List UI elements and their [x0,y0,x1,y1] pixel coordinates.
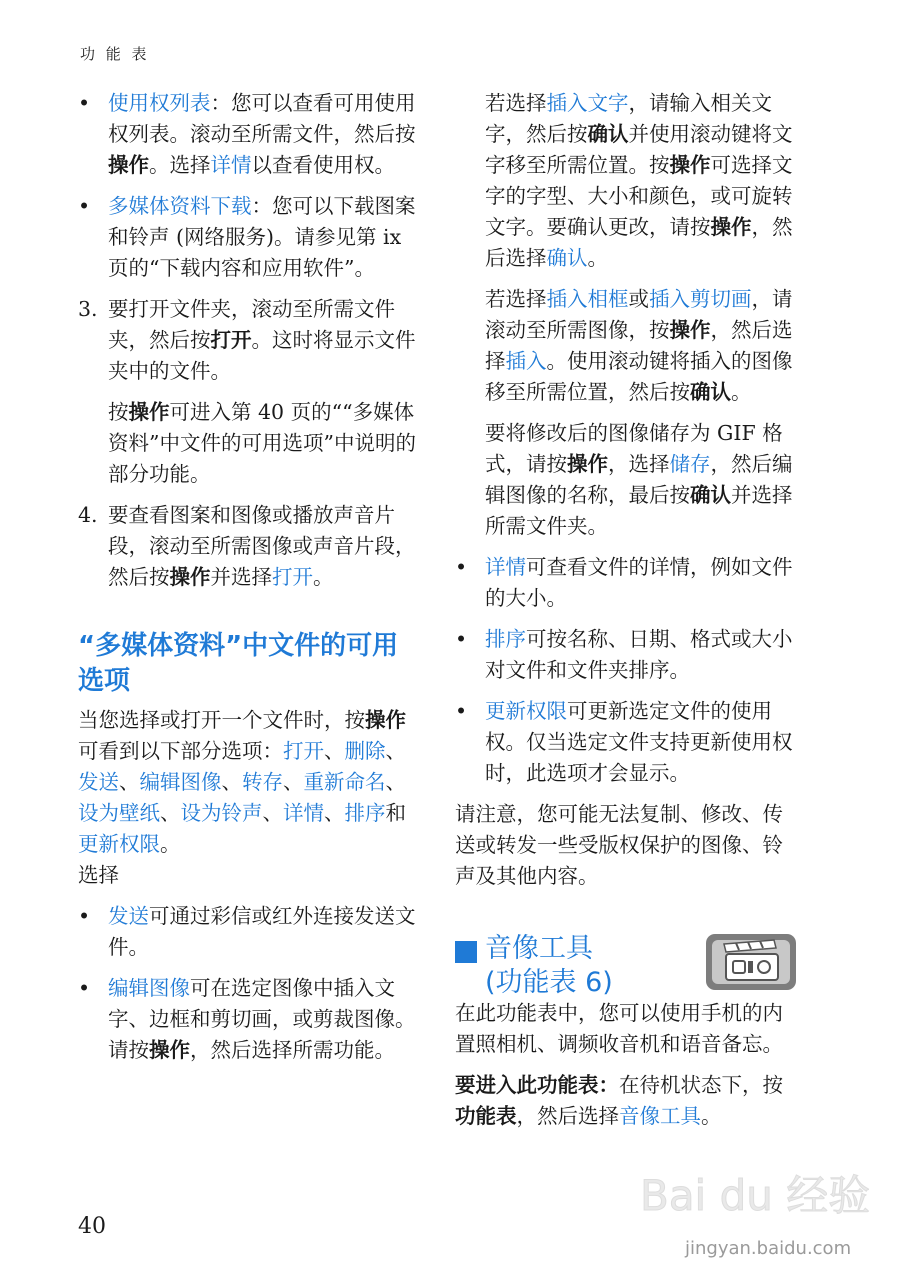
media-tools-intro: 在此功能表中，您可以使用手机的内置照相机、调频收音机和语音备忘。 [455,1001,783,1056]
link-send[interactable]: 发送 [108,904,149,928]
heading-square-icon [455,941,477,963]
link-media-tools[interactable]: 音像工具 [619,1104,701,1128]
list-item: • 编辑图像可在选定图像中插入文字、边框和剪切画，或剪裁图像。请按操作，然后选择所需功能。 [78,976,416,1062]
link-insert[interactable]: 插入 [505,349,547,373]
copyright-note: 请注意，您可能无法复制、修改、传送或转发一些受版权保护的图像、铃声及其他内容。 [455,802,783,888]
right-column [455,88,800,1142]
step-3-note: 按操作可进入第 40 页的““多媒体资料”中文件的可用选项”中说明的部分功能。 [108,400,416,486]
media-tools-title: 音像工具 [485,933,593,964]
link-open[interactable]: 打开 [272,565,313,589]
option-update-rights[interactable]: 更新权限 [78,832,160,856]
option-delete[interactable]: 删除 [344,739,386,763]
save-gif-paragraph: 要将修改后的图像储存为 GIF 格式，请按操作，选择储存，然后编辑图像的名称，最后按确认并选择所需文件夹。 [485,421,793,538]
link-confirm[interactable]: 确认 [546,246,588,270]
option-edit-image[interactable]: 编辑图像 [139,770,222,794]
option-details[interactable]: 详情 [283,801,324,825]
link-insert-frame[interactable]: 插入相框 [546,287,629,311]
link-update-rights[interactable]: 更新权限 [485,699,567,723]
option-open[interactable]: 打开 [283,739,324,763]
options-intro: 当您选择或打开一个文件时，按操作可看到以下部分选项：打开、删除、发送、编辑图像、转存、重新命名、设为壁纸、设为铃声、详情、排序和更新权限。 选择 [78,708,406,887]
link-details[interactable]: 详情 [210,153,252,177]
step-4: 4. 要查看图案和图像或播放声音片段，滚动至所需图像或声音片段，然后按操作并选择打开。 [78,503,416,589]
option-rename[interactable]: 重新命名 [303,770,386,794]
insert-frame-paragraph: 若选择插入相框或插入剪切画，请滚动至所需图像，按操作，然后选择插入。使用滚动键将插入的图像移至所需位置，然后按确认。 [485,287,793,404]
left-column [78,88,423,1076]
media-tools-heading [455,932,800,998]
section-header: 功 能 表 [80,45,150,63]
link-sort[interactable]: 排序 [485,627,526,651]
access-instructions: 要进入此功能表：在待机状态下，按功能表，然后选择音像工具。 [455,1073,783,1128]
link-insert-text[interactable]: 插入文字 [546,91,629,115]
link-edit-image[interactable]: 编辑图像 [108,976,190,1000]
media-tools-icon [704,930,800,994]
link-save[interactable]: 储存 [669,452,711,476]
list-item: • 多媒体资料下载：您可以下载图案和铃声 (网络服务)。请参见第 ix 页的“下载内容和应用软件”。 [78,194,416,280]
link-details[interactable]: 详情 [485,555,526,579]
option-send[interactable]: 发送 [78,770,119,794]
option-set-ringtone[interactable]: 设为铃声 [180,801,263,825]
list-item: • 发送可通过彩信或红外连接发送文件。 [78,904,416,959]
link-insert-clipart[interactable]: 插入剪切画 [649,287,752,311]
list-item: • 排序可按名称、日期、格式或大小对文件和文件夹排序。 [455,627,793,682]
page-number: 40 [78,1214,106,1239]
step-3: 3. 要打开文件夹，滚动至所需文件夹，然后按打开。这时将显示文件夹中的文件。 [78,297,416,383]
media-tools-subtitle: (功能表 6) [485,967,613,998]
option-save-as[interactable]: 转存 [242,770,283,794]
link-rights-list[interactable]: 使用权列表 [108,91,211,115]
list-item: • 详情可查看文件的详情，例如文件的大小。 [455,555,793,610]
svg-text:Bai du 经验: Bai du 经验 [640,1171,871,1220]
list-item: • 更新权限可更新选定文件的使用权。仅当选定文件支持更新使用权时，此选项才会显示。 [455,699,793,785]
option-sort[interactable]: 排序 [344,801,386,825]
list-item: • 使用权列表：您可以查看可用使用权列表。滚动至所需文件，然后按操作。选择详情以查看使用权。 [78,91,416,177]
section-heading: “多媒体资料”中文件的可用选项 [78,631,399,696]
link-media-download[interactable]: 多媒体资料下载 [108,194,252,218]
option-set-wallpaper[interactable]: 设为壁纸 [78,801,160,825]
watermark-url: jingyan.baidu.com [685,1238,852,1259]
insert-text-paragraph: 若选择插入文字，请输入相关文字，然后按确认并使用滚动键将文字移至所需位置。按操作可选择文字的字型、大小和颜色，或可旋转文字。要确认更改，请按操作，然后选择确认。 [485,91,793,270]
